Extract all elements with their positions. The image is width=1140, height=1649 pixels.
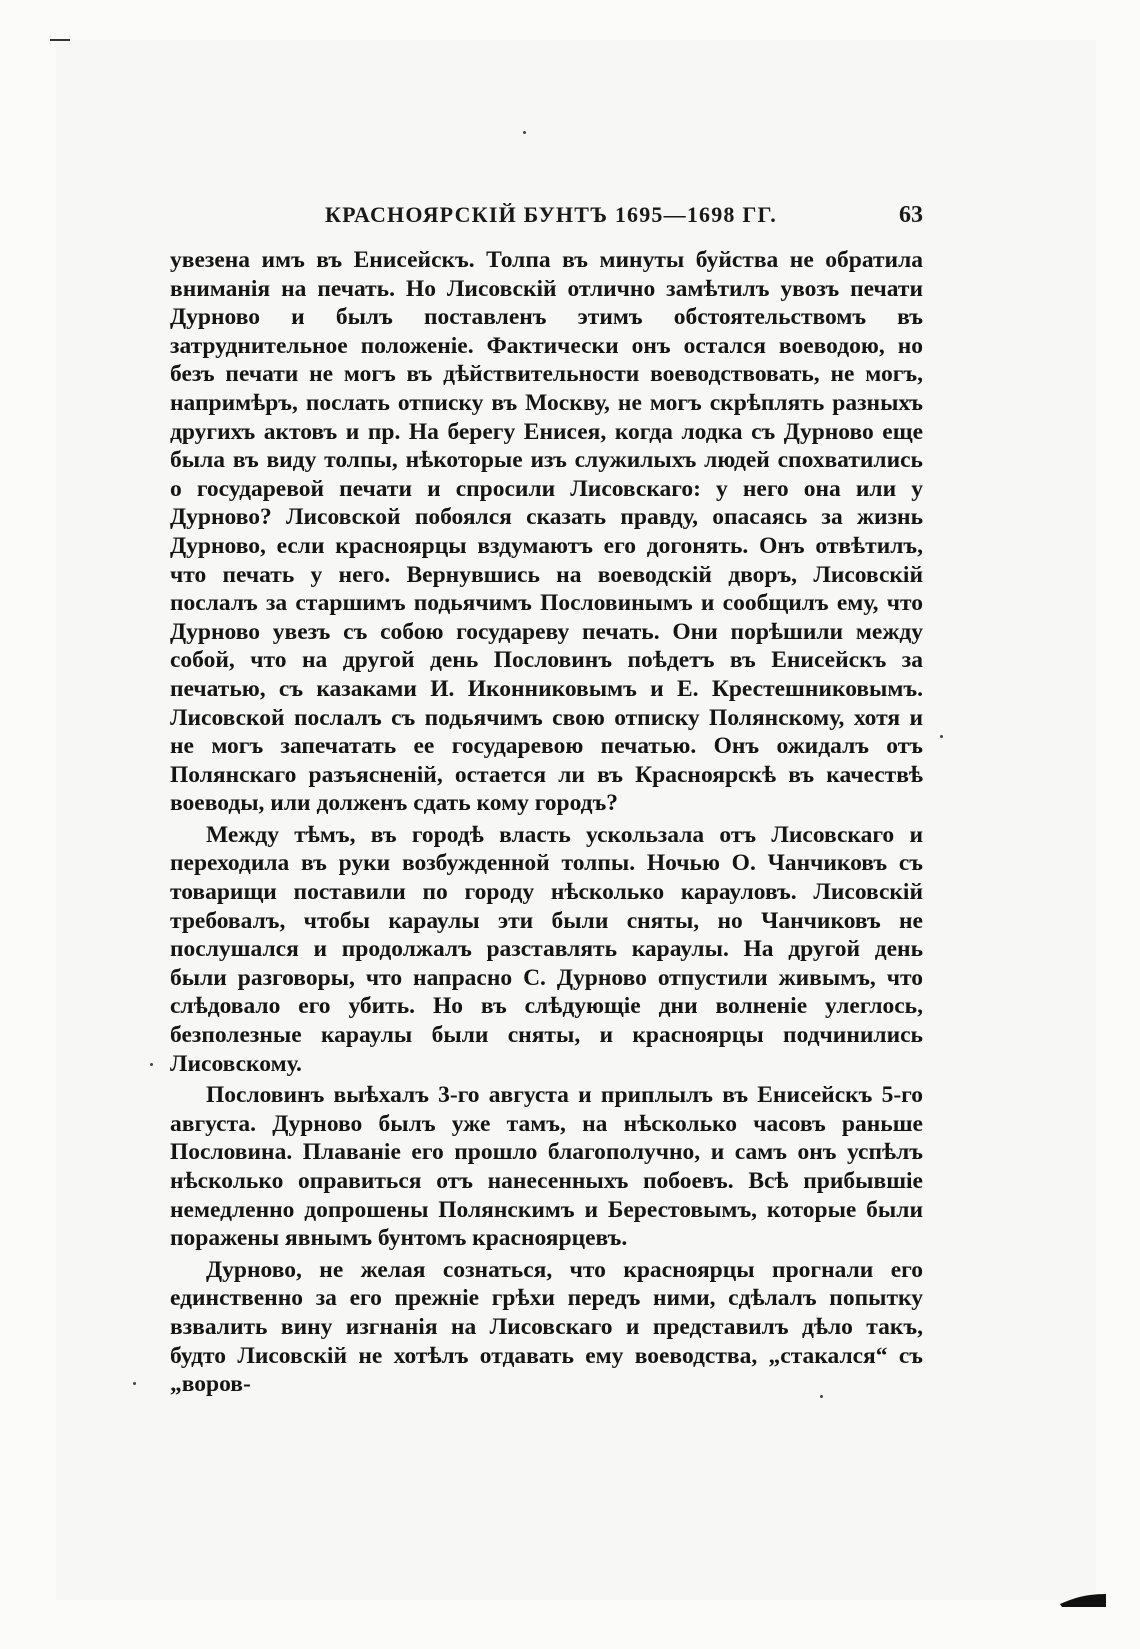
paragraph: Дурново, не желая сознаться, что красноярцы прогнали его единственно за его прежніе грѣхи передъ ними, сдѣлалъ попытку взвалить вину изгнанія на Лисовскаго и представилъ дѣло такъ, будто Лисовскій не хотѣлъ отдавать ему воеводства, „стакался“ съ „воров- bbox=[170, 1256, 923, 1398]
page-number: 63 bbox=[899, 202, 923, 228]
corner-ink-blot bbox=[1058, 1592, 1108, 1608]
paragraph: увезена имъ въ Енисейскъ. Толпа въ минуты буйства не обратила вниманія на печать. Но Лисовскій отлично замѣтилъ увозъ печати Дурново и былъ поставленъ этимъ обстоятельствомъ въ затруднительное положеніе. Фактически онъ остался воеводою, но безъ печати не могъ въ дѣйствительности воеводствовать, не могъ, напримѣръ, послать отписку въ Москву, не могъ скрѣплять разныхъ другихъ актовъ и пр. На берегу Енисея, когда лодка съ Дурново еще была въ виду толпы, нѣкоторые изъ служилыхъ людей спохватились о государевой печати и спросили Лисовскаго: у него она или у Дурново? Лисовской побоялся сказать правду, опасаясь за жизнь Дурново, если красноярцы вздумаютъ его догонять. Онъ отвѣтилъ, что печать у него. Вернувшись на воеводскій дворъ, Лисовскій послалъ за старшимъ подьячимъ Пословинымъ и сообщилъ ему, что Дурново увезъ съ собою государеву печать. Они порѣшили между собой, что на другой день Пословинъ поѣдетъ въ Енисейскъ за печатью, съ казаками И. Иконниковымъ и Е. Крестешниковымъ. Лисовской послалъ съ подьячимъ свою отписку Полянскому, хотя и не могъ запечатать ее государевою печатью. Онъ ожидалъ отъ Полянскаго разъясненій, остается ли въ Красноярскѣ въ качествѣ воеводы, или долженъ сдать кому городъ? bbox=[170, 247, 923, 817]
ink-speck bbox=[940, 735, 943, 738]
paragraph: Пословинъ выѣхалъ 3-го августа и приплылъ въ Енисейскъ 5-го августа. Дурново былъ уже тамъ, на нѣсколько часовъ раньше Пословина. Плаваніе его прошло благополучно, и самъ онъ успѣлъ нѣсколько оправиться отъ нанесенныхъ побоевъ. Всѣ прибывшіе немедленно допрошены Полянскимъ и Берестовымъ, которые были поражены явнымъ бунтомъ красноярцевъ. bbox=[170, 1082, 923, 1252]
body-text bbox=[170, 246, 923, 1399]
ink-speck bbox=[150, 1063, 153, 1066]
ink-speck bbox=[523, 131, 526, 134]
header-title: КРАСНОЯРСКІЙ БУНТЪ 1695—1698 ГГ. bbox=[325, 202, 777, 227]
paragraph: Между тѣмъ, въ городѣ власть ускользала отъ Лисовскаго и переходила въ руки возбужденной толпы. Ночью О. Чанчиковъ съ товарищи поставили по городу нѣсколько карауловъ. Лисовскій требовалъ, чтобы караулы эти были сняты, но Чанчиковъ не послушался и продолжалъ разставлять караулы. На другой день были разговоры, что напрасно С. Дурново отпустили живымъ, что слѣдовало его убить. Но въ слѣдующіе дни волненіе улеглось, безполезные караулы были сняты, и красноярцы подчинились Лисовскому. bbox=[170, 821, 923, 1077]
ink-speck bbox=[133, 1382, 136, 1385]
margin-mark bbox=[50, 39, 70, 41]
running-header bbox=[170, 202, 923, 236]
